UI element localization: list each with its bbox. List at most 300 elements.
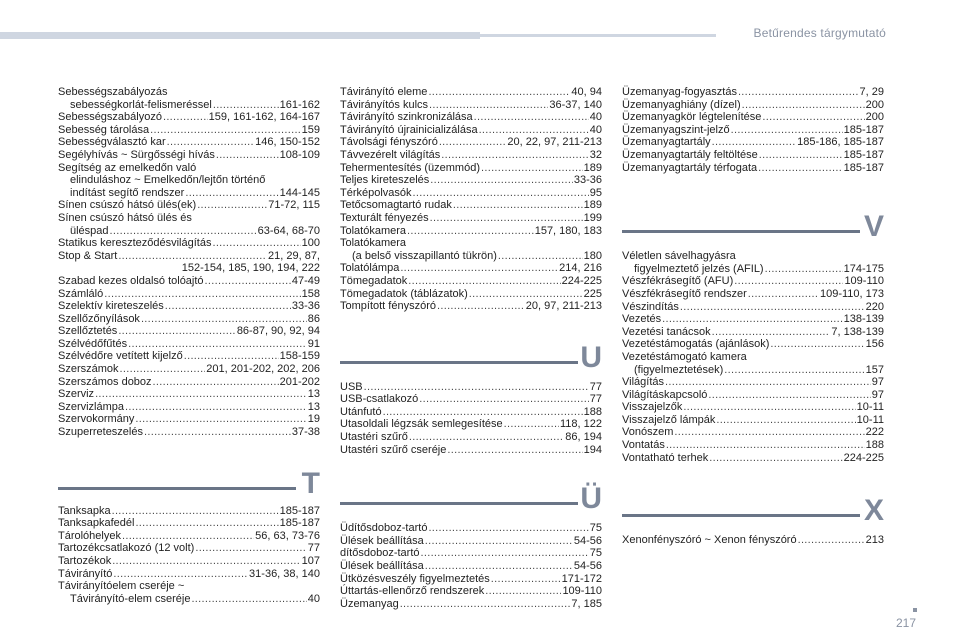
entry-term: Sebességválasztó kar (58, 136, 166, 149)
entry-term: dítősdoboz-tartó (340, 547, 420, 560)
index-entry (58, 413, 320, 426)
entry-pages: 224-225 (843, 451, 884, 464)
index-entry (340, 212, 602, 225)
entry-term: Üzemanyagtartály (622, 136, 711, 149)
entry-term: Utastéri szűrő cseréje (340, 443, 447, 456)
entry-line (622, 111, 884, 124)
dot-leader (113, 568, 248, 581)
index-entry (622, 162, 884, 175)
entry-pages: 171-172 (561, 572, 602, 585)
entry-term: Távirányító (58, 567, 113, 580)
index-entry (622, 99, 884, 112)
entry-line (622, 401, 884, 414)
entry-term: Tehermentesítés (üzemmód) (340, 161, 480, 174)
entry-term: Szerszámok (58, 363, 119, 376)
entry-line (58, 593, 320, 606)
index-entry (58, 300, 320, 313)
index-entry (340, 406, 602, 419)
entry-line (58, 338, 320, 351)
entry-pages: 63-64, 68-70 (257, 224, 320, 237)
entry-term: Ülések beállítása (340, 560, 424, 573)
entry-line (58, 325, 320, 338)
dot-leader (498, 250, 583, 263)
entry-line (340, 585, 602, 598)
index-entry (340, 522, 602, 535)
index-entry (622, 351, 884, 376)
entry-line (622, 250, 884, 263)
dot-leader (150, 124, 301, 137)
entry-line (58, 555, 320, 568)
entry-line (340, 275, 602, 288)
dot-leader (184, 350, 279, 363)
dot-leader (683, 401, 855, 414)
entry-term: Ülések beállítása (340, 534, 424, 547)
index-entry (622, 338, 884, 351)
entry-line (340, 225, 602, 238)
entry-line (622, 364, 884, 377)
entry-line (340, 199, 602, 212)
index-entry (58, 149, 320, 162)
dot-leader (474, 111, 589, 124)
index-entry (58, 275, 320, 288)
dot-leader (110, 225, 257, 238)
entry-pages: 138-139 (843, 313, 884, 326)
index-entry (622, 86, 884, 99)
entry-pages: 108-109 (279, 148, 320, 161)
index-entry (58, 325, 320, 338)
entry-term: USB-csatlakozó (340, 393, 419, 406)
entry-line (58, 313, 320, 326)
entry-line (340, 444, 602, 457)
index-entry (58, 350, 320, 363)
entry-pages: 54-56 (573, 534, 602, 547)
header-bar-tail (480, 34, 716, 37)
entry-line (58, 162, 320, 175)
entry-term: Szuperreteszelés (58, 426, 143, 439)
index-entry (622, 401, 884, 414)
entry-line (340, 547, 602, 560)
entry-term: (a belső visszapillantó tükrön) (352, 249, 497, 262)
dot-leader (479, 124, 589, 137)
index-entry (340, 262, 602, 275)
index-entry (340, 225, 602, 238)
index-entry (622, 376, 884, 389)
dot-leader (205, 275, 291, 288)
entry-line (340, 212, 602, 225)
entry-line (622, 86, 884, 99)
index-entry (58, 212, 320, 237)
index-entry (58, 530, 320, 543)
entry-pages: 7, 138-139 (831, 325, 884, 338)
entry-term: Texturált fényezés (340, 211, 429, 224)
dot-leader (185, 187, 278, 200)
entry-term: Sínen csúszó hátsó ülés és (58, 211, 192, 224)
entry-pages: 40 (589, 111, 602, 124)
entry-term: Ütközésveszély figyelmeztetés (340, 572, 490, 585)
entry-term: Világításkapcsoló (622, 388, 708, 401)
index-entry (58, 199, 320, 212)
entry-term: Vészindítás (622, 300, 679, 313)
index-entry (58, 580, 320, 605)
entry-pages: 32 (589, 148, 602, 161)
entry-line (58, 388, 320, 401)
entry-line (58, 136, 320, 149)
entry-line (340, 535, 602, 548)
entry-line (58, 225, 320, 238)
index-entry (58, 124, 320, 137)
entry-term: Szervokormány (58, 413, 135, 426)
dot-leader (666, 439, 865, 452)
index-entry (58, 376, 320, 389)
dot-leader (128, 338, 307, 351)
entry-line (58, 86, 320, 99)
index-entry (340, 86, 602, 99)
index-entry (622, 275, 884, 288)
dot-leader (680, 301, 865, 314)
section-header (622, 494, 884, 528)
entry-pages: 157 (865, 363, 884, 376)
entry-line (622, 338, 884, 351)
index-entry (340, 174, 602, 187)
entry-term: Utánfutó (340, 405, 382, 418)
entry-line (58, 99, 320, 112)
entry-term: Vezetéstámogatás (ajánlások) (622, 338, 770, 351)
index-entry (58, 86, 320, 111)
entry-pages: 86, 194 (565, 431, 602, 444)
entry-term: Számláló (58, 287, 104, 300)
index-entry (340, 149, 602, 162)
entry-line (622, 136, 884, 149)
dot-leader (407, 225, 534, 238)
entry-term: Visszajelzők (622, 401, 683, 414)
entry-pages: 36-37, 140 (549, 98, 602, 111)
entry-line (622, 313, 884, 326)
entry-term: Üzemanyagszint-jelző (622, 123, 730, 136)
entry-pages: 97 (871, 376, 884, 389)
dot-leader (709, 452, 842, 465)
dot-leader (504, 418, 559, 431)
page-dot (913, 608, 917, 612)
index-entry (622, 250, 884, 275)
entry-pages: 214, 216 (559, 262, 602, 275)
index-entry (622, 439, 884, 452)
entry-line (340, 418, 602, 431)
index-entry (340, 598, 602, 611)
dot-leader (762, 111, 864, 124)
entry-term: Úttartás-ellenőrző rendszerek (340, 585, 485, 598)
entry-term: Vészfékrásegítő (AFU) (622, 275, 734, 288)
index-entry (58, 363, 320, 376)
entry-line (622, 452, 884, 465)
entry-pages: 158-159 (279, 350, 320, 363)
section-header (340, 340, 602, 375)
index-entry (58, 542, 320, 555)
entry-term: indítást segítő rendszer (70, 186, 185, 199)
entry-pages: 37-38 (291, 426, 320, 439)
entry-line (58, 149, 320, 162)
index-entry (622, 124, 884, 137)
entry-line (622, 288, 884, 301)
entry-term: Tanksapka (58, 504, 111, 517)
entry-term: Szabad kezes oldalsó tolóajtó (58, 274, 204, 287)
entry-line (340, 86, 602, 99)
section-rule (622, 230, 860, 233)
dot-leader (759, 149, 843, 162)
dot-leader (135, 413, 306, 426)
entry-pages: 109-110, 173 (819, 287, 884, 300)
index-entry (340, 418, 602, 431)
dot-leader (674, 426, 864, 439)
entry-pages: 199 (583, 211, 602, 224)
entry-pages: 97 (871, 388, 884, 401)
entry-term: Xenonfényszóró ~ Xenon fényszóró (622, 534, 797, 547)
entry-term: Távirányító eleme (340, 86, 428, 98)
entry-pages: 40 (589, 123, 602, 136)
dot-leader (662, 313, 842, 326)
section-rule (340, 361, 578, 364)
entry-term: Távirányító szinkronizálása (340, 111, 473, 124)
entry-term: Sebesség tárolása (58, 123, 150, 136)
entry-pages: 224-225 (561, 274, 602, 287)
index-entry (622, 389, 884, 402)
dot-leader (708, 389, 870, 402)
entry-line (58, 212, 320, 225)
dot-leader (447, 444, 582, 457)
entry-pages: 222 (865, 426, 884, 439)
entry-line (58, 530, 320, 543)
entry-line (340, 573, 602, 586)
dot-leader (191, 593, 306, 606)
index-section-v (622, 210, 884, 464)
index-entry (340, 300, 602, 313)
entry-line (58, 288, 320, 301)
entry-term: (figyelmeztetések) (634, 363, 724, 376)
entry-pages: 189 (583, 161, 602, 174)
entry-term: Szélvédőfűtés (58, 337, 128, 350)
entry-line (58, 568, 320, 581)
entry-line (58, 517, 320, 530)
index-section-t (58, 466, 320, 606)
index-entry (622, 452, 884, 465)
entry-pages: 40, 94 (571, 86, 602, 98)
section-letter: U (580, 340, 602, 374)
dot-leader (765, 263, 843, 276)
entry-line (622, 426, 884, 439)
entry-pages: 220 (865, 300, 884, 313)
entry-term: sebességkorlát-felismeréssel (70, 98, 212, 111)
index-entry (622, 313, 884, 326)
entry-line (340, 187, 602, 200)
entry-term: üléspad (70, 224, 109, 237)
entry-line (58, 426, 320, 439)
entry-line (58, 187, 320, 200)
entry-term: Vontatható terhek (622, 451, 709, 464)
entry-term: Szélvédőre vetített kijelző (58, 350, 183, 363)
index-entry (622, 426, 884, 439)
dot-leader (409, 431, 564, 444)
entry-term: Szervizlámpa (58, 400, 125, 413)
index-entry (58, 388, 320, 401)
entry-term: Tolatókamera (340, 224, 407, 237)
entry-line (340, 250, 602, 263)
entry-term: Teljes kireteszelés (340, 174, 430, 187)
entry-term: Vészfékrásegítő rendszer (622, 287, 747, 300)
index-entry (622, 111, 884, 124)
dot-leader (163, 111, 208, 124)
index-entry (340, 381, 602, 394)
entry-pages: 146, 150-152 (255, 136, 320, 149)
entry-line (340, 174, 602, 187)
index-column-1 (58, 86, 320, 605)
dot-leader (429, 99, 548, 112)
index-entry (58, 111, 320, 124)
dot-leader (748, 288, 819, 301)
entry-pages: 86 (307, 312, 320, 325)
dot-leader (430, 212, 583, 225)
index-entry (622, 534, 884, 547)
index-entry (58, 401, 320, 414)
dot-leader (120, 363, 206, 376)
entry-term: Távolsági fényszóró (340, 136, 438, 149)
entry-term: Segélyhívás ~ Sürgősségi hívás (58, 148, 215, 161)
dot-leader (413, 187, 589, 200)
index-section-x (622, 494, 884, 547)
section-letter: V (863, 210, 884, 244)
entry-pages: 161-162 (279, 98, 320, 111)
entry-term: Távirányítós kulcs (340, 98, 429, 111)
index-section-continued (340, 86, 602, 313)
entry-line (58, 505, 320, 518)
entry-term: Tartozékok (58, 555, 112, 567)
dot-leader (481, 162, 583, 175)
dot-leader (400, 598, 571, 611)
index-entry (340, 431, 602, 444)
index-entry (58, 288, 320, 301)
dot-leader (95, 388, 307, 401)
entry-term: Üzemanyag (340, 597, 399, 610)
entry-line (340, 237, 602, 250)
entry-term: Szelektív kireteszelés (58, 300, 164, 313)
dot-leader (428, 522, 588, 535)
index-entry (340, 99, 602, 112)
dot-leader (441, 149, 588, 162)
entry-line (622, 326, 884, 339)
entry-term: Világítás (622, 376, 664, 389)
index-entry (340, 237, 602, 262)
entry-pages: 19 (307, 413, 320, 426)
dot-leader (742, 99, 865, 112)
entry-line (622, 99, 884, 112)
entry-term: Visszajelző lámpák (622, 413, 716, 426)
entry-pages: 47-49 (291, 274, 320, 287)
entry-line (340, 393, 602, 406)
entry-pages: 40 (307, 592, 320, 605)
entry-pages: 159 (301, 123, 320, 136)
index-column-2 (340, 86, 602, 610)
entry-line (622, 275, 884, 288)
dot-leader (141, 313, 307, 326)
entry-term: Távvezérelt világítás (340, 148, 441, 161)
index-column-3 (622, 86, 884, 547)
section-letter: Ü (580, 482, 602, 516)
entry-term: Üzemanyagkör légtelenítése (622, 111, 762, 124)
entry-term: Szellőztetés (58, 325, 118, 338)
page-title: Betűrendes tárgymutató (753, 26, 886, 40)
entry-line (622, 439, 884, 452)
entry-line (340, 406, 602, 419)
dot-leader (167, 136, 255, 149)
dot-leader (153, 376, 279, 389)
entry-term: Szellőzőnyílások (58, 312, 140, 325)
entry-pages: 180 (583, 249, 602, 262)
entry-term: Üzemanyag-fogyasztás (622, 86, 737, 98)
entry-term: Vezetéstámogató kamera (622, 350, 747, 363)
entry-line (58, 174, 320, 187)
entry-pages: 13 (307, 388, 320, 401)
entry-line (622, 124, 884, 137)
entry-term: Utastéri szűrő (340, 431, 408, 444)
entry-line (622, 414, 884, 427)
entry-pages: 54-56 (573, 560, 602, 573)
dot-leader (491, 573, 561, 586)
entry-line (340, 149, 602, 162)
dot-leader (716, 414, 855, 427)
dot-leader (212, 237, 300, 250)
entry-term: Tárolóhelyek (58, 529, 121, 542)
entry-term: Statikus kereszteződésvilágítás (58, 237, 212, 250)
entry-line (340, 560, 602, 573)
entry-pages: 185-187 (279, 517, 320, 530)
entry-term: figyelmeztető jelzés (AFIL) (634, 262, 764, 275)
dot-leader (421, 547, 589, 560)
dot-leader (383, 406, 583, 419)
entry-term: Vezetés (622, 313, 662, 326)
entry-pages: 109-110 (844, 275, 884, 288)
entry-line (340, 598, 602, 611)
index-entry (340, 585, 602, 598)
entry-pages: 159, 161-162, 164-167 (208, 111, 320, 124)
dot-leader (428, 86, 570, 99)
dot-leader (712, 136, 796, 149)
index-entry (340, 187, 602, 200)
entry-pages: 20, 97, 211-213 (525, 300, 602, 313)
entry-pages: 185-187 (843, 123, 884, 136)
entry-pages: 7, 29 (859, 86, 884, 98)
entry-pages: 194 (583, 443, 602, 456)
entry-pages: 201, 201-202, 202, 206 (206, 363, 320, 376)
entry-term: Tolatólámpa (340, 262, 400, 275)
index-entry (58, 426, 320, 439)
entry-pages: 107 (301, 555, 320, 567)
entry-line (58, 124, 320, 137)
dot-leader (213, 99, 279, 112)
entry-term: Tanksapkafedél (58, 517, 135, 530)
entry-pages: 118, 122 (559, 418, 602, 431)
dot-leader (112, 555, 300, 568)
index-entry (58, 250, 320, 275)
entry-pages: 185-186, 185-187 (797, 136, 884, 149)
index-entry (340, 162, 602, 175)
entry-term: Tartozékcsatlakozó (12 volt) (58, 542, 195, 555)
entry-pages: 91 (307, 337, 320, 350)
index-entry (58, 338, 320, 351)
entry-line (340, 300, 602, 313)
index-entry (340, 111, 602, 124)
dot-leader (135, 517, 278, 530)
entry-pages: 109-110 (562, 585, 602, 598)
section-header (340, 482, 602, 516)
entry-term: Üdítősdoboz-tartó (340, 522, 428, 535)
